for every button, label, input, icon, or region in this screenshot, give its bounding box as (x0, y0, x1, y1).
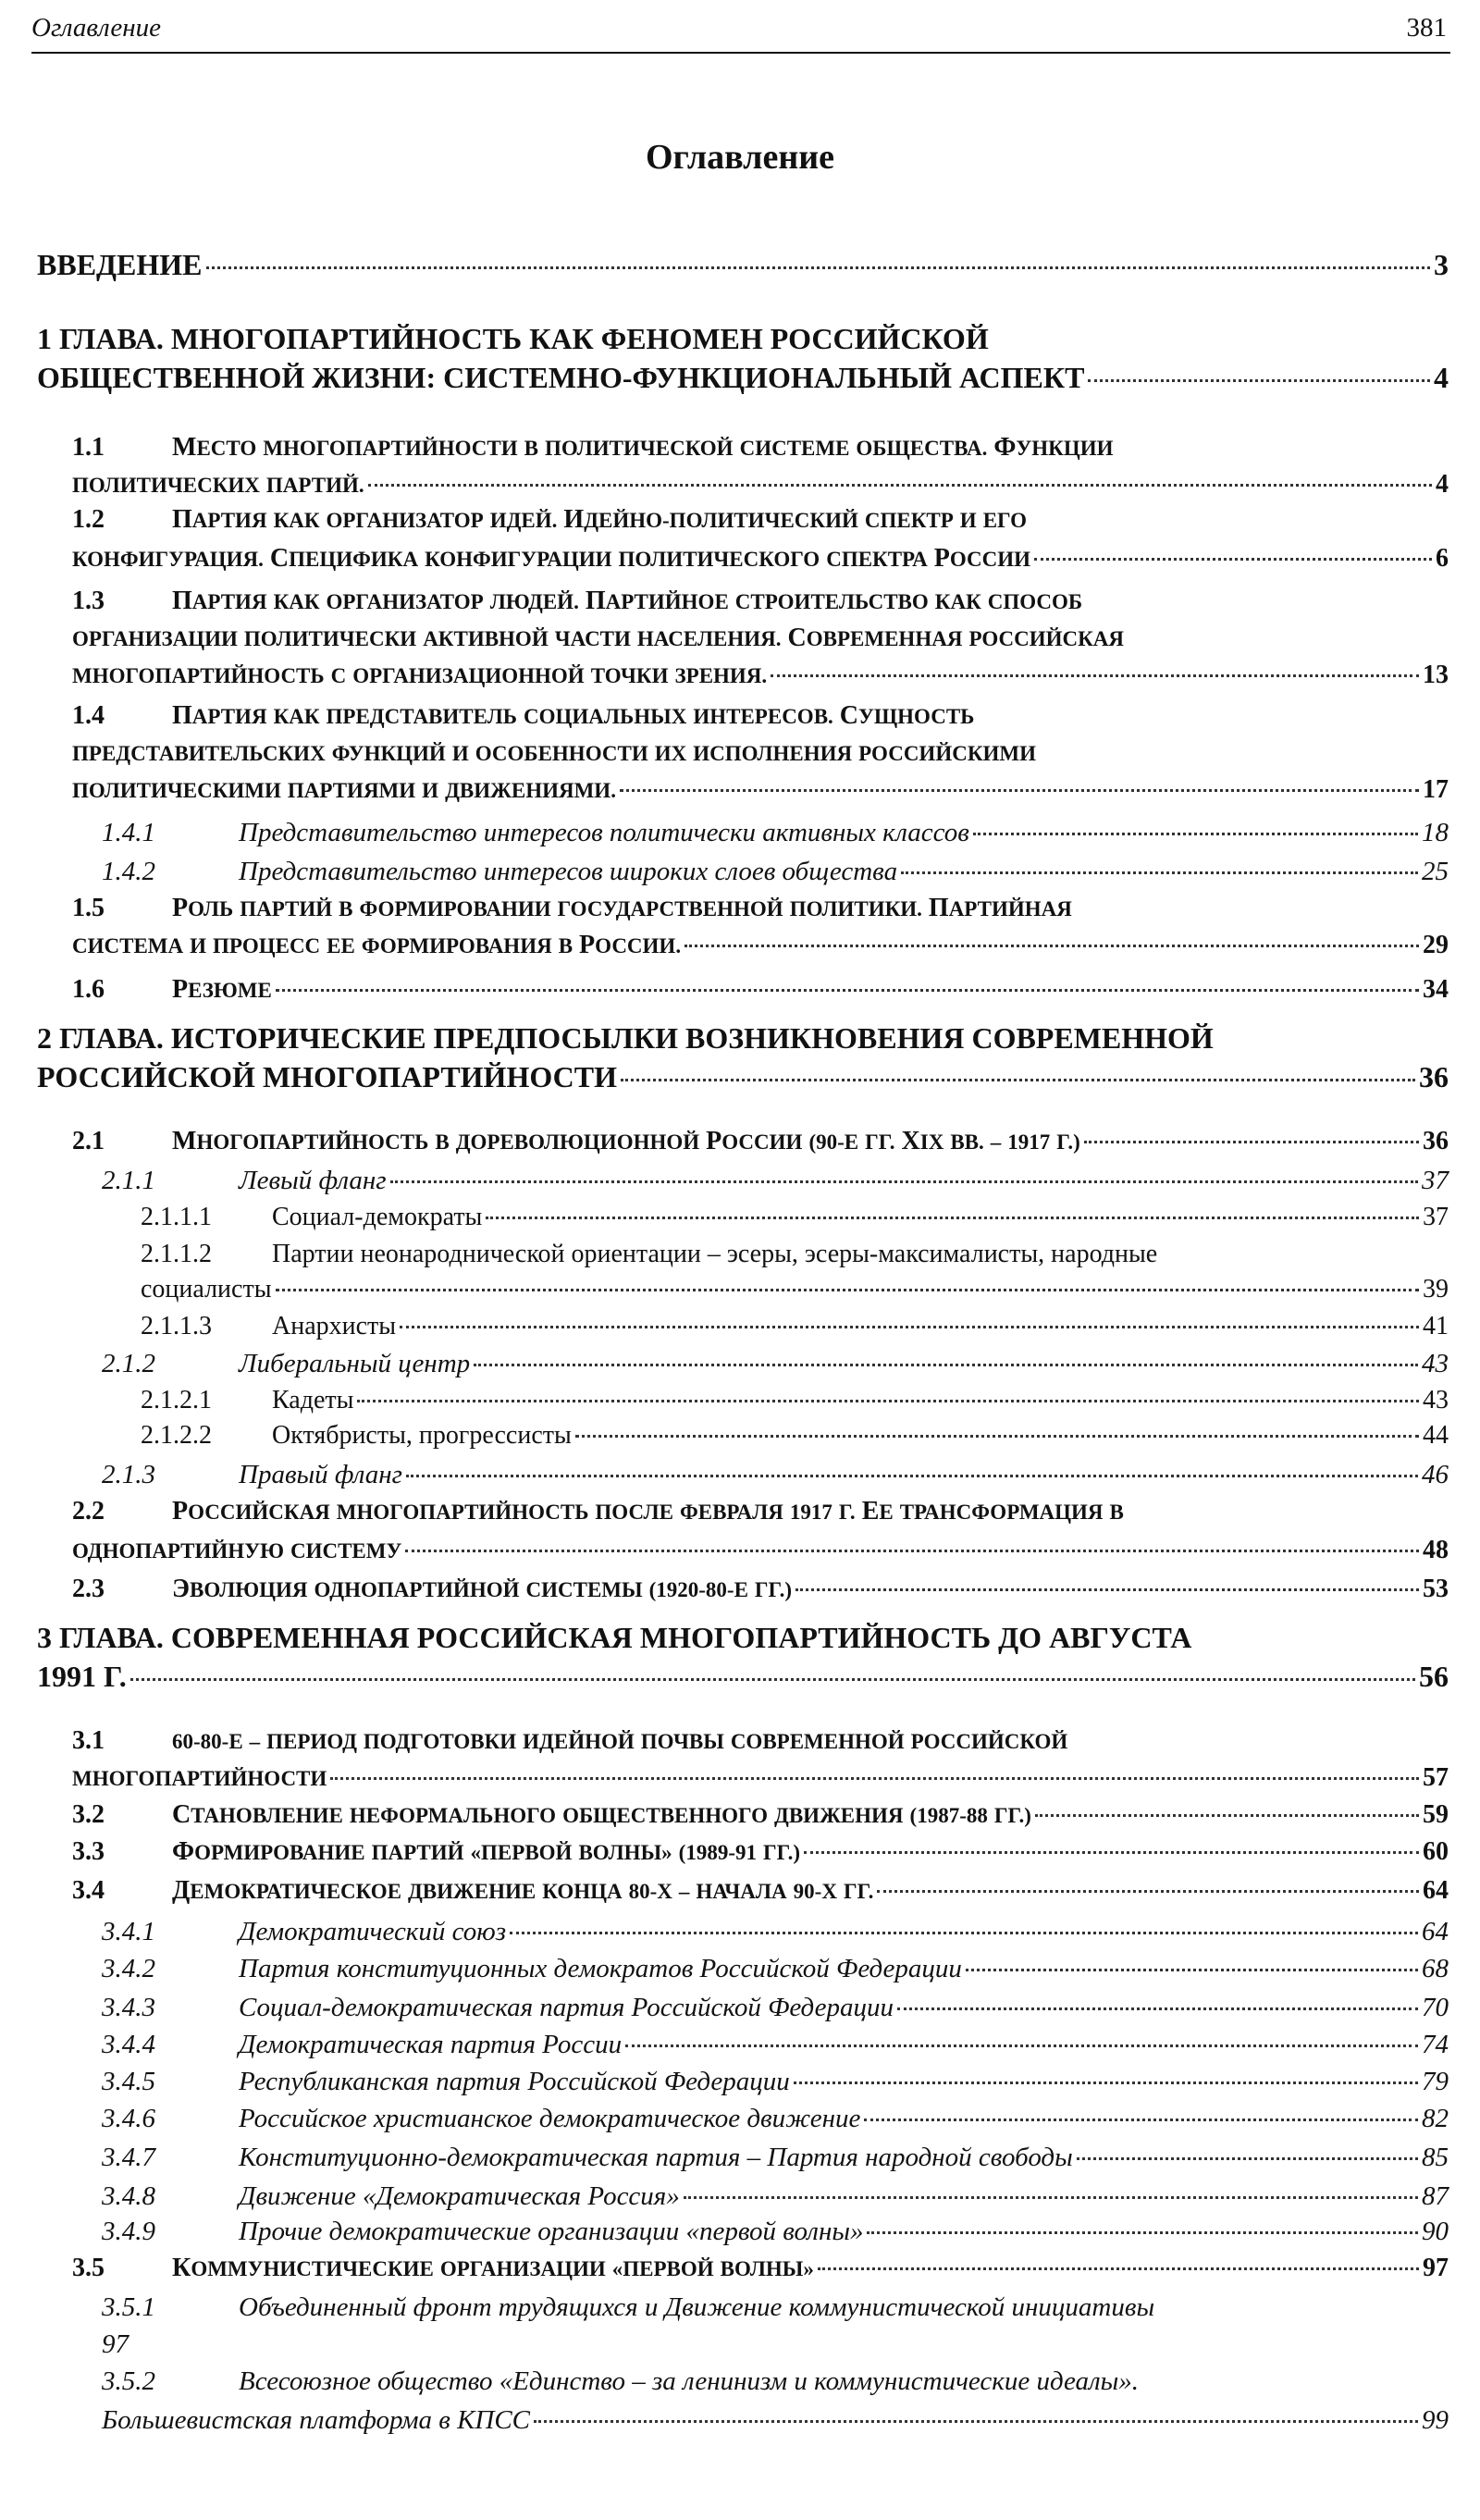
toc-entry-title-line: РОЛЬ ПАРТИЙ В ФОРМИРОВАНИИ ГОСУДАРСТВЕННОЙ ПОЛИТИКИ. ПАРТИЙНАЯ (172, 894, 1072, 922)
running-head-page-number: 381 (1406, 13, 1447, 43)
toc-entry-title-line: Либеральный центр (239, 1349, 471, 1378)
toc-entry-title-line: Республиканская партия Российской Федерации (239, 2067, 790, 2096)
toc-entry-title-line: КОНФИГУРАЦИЯ. СПЕЦИФИКА КОНФИГУРАЦИИ ПОЛИТИЧЕСКОГО СПЕКТРА РОССИИ (72, 544, 1031, 573)
toc-entry-title-line: Анархисты (272, 1312, 397, 1340)
toc-entry-page-number: 43 (1423, 1386, 1449, 1414)
toc-entry-number: 1.1 (72, 433, 105, 462)
toc-entry-number: 1.6 (72, 975, 105, 1004)
toc-entry-title-line: ПАРТИЯ КАК ПРЕДСТАВИТЕЛЬ СОЦИАЛЬНЫХ ИНТЕРЕСОВ. СУЩНОСТЬ (172, 701, 975, 730)
toc-entry-title-line: ОДНОПАРТИЙНУЮ СИСТЕМУ (72, 1539, 402, 1563)
toc-entry-page-number: 6 (1436, 544, 1449, 573)
toc-entry-title-line: 3 ГЛАВА. СОВРЕМЕННАЯ РОССИЙСКАЯ МНОГОПАРТИЙНОСТЬ ДО АВГУСТА (37, 1621, 1192, 1654)
toc-entry-title-line: ВВЕДЕНИЕ (37, 248, 203, 281)
toc-entry-page-number: 17 (1423, 775, 1449, 804)
toc-entry-title-line: ФОРМИРОВАНИЕ ПАРТИЙ «ПЕРВОЙ ВОЛНЫ» (1989-91 ГГ.) (172, 1837, 801, 1866)
dot-leader (1034, 558, 1432, 561)
toc-entry-title-line: Левый фланг (239, 1166, 387, 1195)
toc-entry-title-line: Всесоюзное общество «Единство – за ленинизм и коммунистические идеалы». (239, 2366, 1140, 2396)
dot-leader (486, 1217, 1419, 1219)
dot-leader (474, 1364, 1418, 1366)
toc-entry-title-line: МЕСТО МНОГОПАРТИЙНОСТИ В ПОЛИТИЧЕСКОЙ СИСТЕМЕ ОБЩЕСТВА. ФУНКЦИИ (172, 433, 1114, 462)
dot-leader (877, 1890, 1419, 1893)
toc-entry-page-number: 18 (1422, 818, 1449, 847)
toc-entry-number: 3.4 (72, 1876, 105, 1905)
toc-entry-number: 1.2 (72, 505, 105, 534)
toc-entry-page-number: 90 (1422, 2217, 1449, 2246)
toc-entry-page-number: 39 (1423, 1275, 1449, 1303)
toc-entry-title-line: Движение «Демократическая Россия» (239, 2181, 680, 2211)
toc-entry-number: 3.5.2 (102, 2366, 155, 2396)
toc-entry-number: 2.1.1.3 (141, 1312, 212, 1340)
toc-entry-number: 3.4.2 (102, 1954, 155, 1983)
dot-leader (406, 1475, 1418, 1477)
dot-leader (818, 2267, 1419, 2270)
toc-entry-number: 3.3 (72, 1837, 105, 1866)
toc-entry-title-line: РОССИЙСКОЙ МНОГОПАРТИЙНОСТИ (37, 1060, 617, 1093)
toc-entry-title-line: Демократическая партия России (239, 2030, 623, 2059)
dot-leader (625, 2044, 1418, 2047)
toc-entry-page-number: 82 (1422, 2104, 1449, 2133)
toc-entry-title-line: 97 (102, 2329, 129, 2359)
dot-leader (684, 2196, 1418, 2199)
toc-entry-title-line: ПОЛИТИЧЕСКИХ ПАРТИЙ. (72, 474, 364, 497)
toc-entry-title-line: Октябристы, прогрессисты (272, 1421, 572, 1450)
toc-entry-number: 2.1.2 (102, 1349, 155, 1378)
toc-entry-number: 1.4.2 (102, 857, 155, 886)
toc-entry-page-number: 99 (1422, 2405, 1449, 2435)
toc-entry-number: 1.3 (72, 587, 105, 615)
dot-leader (771, 674, 1419, 677)
dot-leader (794, 2081, 1418, 2084)
toc-entry-number: 1.4 (72, 701, 105, 730)
toc-entry-page-number: 68 (1422, 1954, 1449, 1983)
toc-entry-page-number: 34 (1423, 975, 1449, 1004)
toc-entry-number: 2.3 (72, 1575, 105, 1603)
toc-entry-title-line: ПАРТИЯ КАК ОРГАНИЗАТОР ЛЮДЕЙ. ПАРТИЙНОЕ СТРОИТЕЛЬСТВО КАК СПОСОБ (172, 587, 1083, 615)
toc-entry-title-line: Большевистская платформа в КПСС (102, 2405, 531, 2435)
toc-entry-page-number: 74 (1422, 2030, 1449, 2059)
toc-entry-page-number: 25 (1422, 857, 1449, 886)
toc-entry-title-line: ДЕМОКРАТИЧЕСКОЕ ДВИЖЕНИЕ КОНЦА 80-Х – НАЧАЛА 90-Х ГГ. (172, 1876, 874, 1905)
dot-leader (621, 1079, 1415, 1081)
toc-entry-number: 1.4.1 (102, 818, 155, 847)
toc-entry-title-line: Социал-демократы (272, 1203, 483, 1231)
toc-entry-title-line: социалисты (141, 1275, 272, 1303)
toc-entry-number: 3.5.1 (102, 2292, 155, 2322)
dot-leader (901, 871, 1418, 874)
toc-entry-title-line: ПРЕДСТАВИТЕЛЬСКИХ ФУНКЦИЙ И ОСОБЕННОСТИ ИХ ИСПОЛНЕНИЯ РОССИЙСКИМИ (72, 742, 1036, 765)
toc-entry-title-line: 60-80-Е – ПЕРИОД ПОДГОТОВКИ ИДЕЙНОЙ ПОЧВЫ СОВРЕМЕННОЙ РОССИЙСКОЙ (172, 1730, 1068, 1753)
toc-entry-title-line: Российское христианское демократическое движение (239, 2104, 861, 2133)
toc-entry-number: 2.1.1.1 (141, 1203, 212, 1231)
toc-entry-number: 3.1 (72, 1726, 105, 1755)
toc-entry-number: 2.1.2.2 (141, 1421, 212, 1450)
toc-entry-number: 3.4.1 (102, 1917, 155, 1946)
toc-entry-page-number: 59 (1423, 1800, 1449, 1829)
toc-entry-page-number: 4 (1436, 470, 1449, 499)
toc-entry-number: 3.2 (72, 1800, 105, 1829)
toc-entry-page-number: 4 (1434, 361, 1449, 394)
toc-entry-page-number: 37 (1422, 1166, 1449, 1195)
dot-leader (620, 789, 1419, 792)
toc-entry-title-line: МНОГОПАРТИЙНОСТЬ С ОРГАНИЗАЦИОННОЙ ТОЧКИ ЗРЕНИЯ. (72, 664, 768, 687)
toc-entry-page-number: 60 (1423, 1837, 1449, 1866)
dot-leader (330, 1777, 1419, 1780)
toc-entry-title-line: РОССИЙСКАЯ МНОГОПАРТИЙНОСТЬ ПОСЛЕ ФЕВРАЛЯ 1917 Г. ЕЕ ТРАНСФОРМАЦИЯ В (172, 1497, 1124, 1526)
toc-entry-number: 3.4.9 (102, 2217, 155, 2246)
toc-entry-title-line: Объединенный фронт трудящихся и Движение коммунистической инициативы (239, 2292, 1155, 2322)
toc-entry-title-line: ОБЩЕСТВЕННОЙ ЖИЗНИ: СИСТЕМНО-ФУНКЦИОНАЛЬНЫЙ АСПЕКТ (37, 361, 1085, 394)
toc-entry-title-line: Конституционно-демократическая партия – Партия народной свободы (239, 2143, 1073, 2172)
toc-entry-page-number: 44 (1423, 1421, 1449, 1450)
toc-entry-title-line: СТАНОВЛЕНИЕ НЕФОРМАЛЬНОГО ОБЩЕСТВЕННОГО ДВИЖЕНИЯ (1987-88 ГГ.) (172, 1800, 1031, 1829)
dot-leader (130, 1678, 1415, 1681)
dot-leader (405, 1550, 1419, 1552)
toc-entry-page-number: 13 (1423, 661, 1449, 689)
dot-leader (796, 1588, 1419, 1591)
toc-entry-number: 3.5 (72, 2254, 105, 2282)
toc-entry-page-number: 53 (1423, 1575, 1449, 1603)
toc-entry-title-line: ОРГАНИЗАЦИИ ПОЛИТИЧЕСКИ АКТИВНОЙ ЧАСТИ НАСЕЛЕНИЯ. СОВРЕМЕННАЯ РОССИЙСКАЯ (72, 624, 1125, 652)
toc-entry-number: 1.5 (72, 894, 105, 922)
dot-leader (864, 2119, 1418, 2121)
dot-leader (867, 2231, 1418, 2234)
toc-entry-title-line: 1 ГЛАВА. МНОГОПАРТИЙНОСТЬ КАК ФЕНОМЕН РОССИЙСКОЙ (37, 322, 989, 355)
toc-entry-number: 3.4.8 (102, 2181, 155, 2211)
toc-entry-page-number: 64 (1423, 1876, 1449, 1905)
toc-entry-page-number: 57 (1423, 1763, 1449, 1792)
toc-entry-title-line: МНОГОПАРТИЙНОСТЬ В ДОРЕВОЛЮЦИОННОЙ РОССИИ (90-Е ГГ. XIX ВВ. – 1917 Г.) (172, 1127, 1080, 1155)
toc-entry-title-line: Партии неонароднической ориентации – эсеры, эсеры-максималисты, народные (272, 1240, 1158, 1268)
toc-entry-title-line: МНОГОПАРТИЙНОСТИ (72, 1767, 327, 1790)
dot-leader (1088, 379, 1430, 382)
toc-entry-page-number: 36 (1419, 1060, 1449, 1093)
dot-leader (357, 1400, 1419, 1402)
running-head (31, 11, 1450, 54)
toc-entry-page-number: 87 (1422, 2181, 1449, 2211)
toc-entry-title-line: Представительство интересов политически активных классов (239, 818, 969, 847)
toc-entry-page-number: 56 (1419, 1660, 1449, 1693)
toc-entry-page-number: 85 (1422, 2143, 1449, 2172)
toc-entry-title-line: РЕЗЮМЕ (172, 975, 272, 1004)
toc-entry-page-number: 36 (1423, 1127, 1449, 1155)
toc-entry-page-number: 64 (1422, 1917, 1449, 1946)
dot-leader (966, 1969, 1418, 1971)
toc-entry-number: 3.4.4 (102, 2030, 155, 2059)
toc-entry-number: 2.1.1.2 (141, 1240, 212, 1268)
toc-entry-title-line: 1991 Г. (37, 1660, 127, 1693)
toc-entry-page-number: 43 (1422, 1349, 1449, 1378)
toc-entry-title-line: Социал-демократическая партия Российской Федерации (239, 1993, 894, 2022)
dot-leader (400, 1326, 1419, 1328)
toc-entry-title-line: КОММУНИСТИЧЕСКИЕ ОРГАНИЗАЦИИ «ПЕРВОЙ ВОЛНЫ» (172, 2254, 814, 2282)
dot-leader (368, 484, 1432, 487)
dot-leader (276, 989, 1419, 992)
dot-leader (276, 1289, 1419, 1291)
toc-entry-page-number: 79 (1422, 2067, 1449, 2096)
dot-leader (575, 1435, 1419, 1438)
toc-entry-page-number: 70 (1422, 1993, 1449, 2022)
toc-entry-title-line: Прочие демократические организации «первой волны» (239, 2217, 864, 2246)
dot-leader (684, 945, 1419, 947)
toc-entry-page-number: 41 (1423, 1312, 1449, 1340)
toc-entry-page-number: 46 (1422, 1460, 1449, 1489)
toc-entry-page-number: 29 (1423, 931, 1449, 959)
dot-leader (1035, 1814, 1419, 1817)
page-title: Оглавление (645, 138, 835, 177)
toc-entry-number: 3.4.7 (102, 2143, 155, 2172)
toc-entry-title-line: Демократический союз (239, 1917, 507, 1946)
toc-entry-number: 2.1.1 (102, 1166, 155, 1195)
toc-entry-title-line: ПАРТИЯ КАК ОРГАНИЗАТОР ИДЕЙ. ИДЕЙНО-ПОЛИТИЧЕСКИЙ СПЕКТР И ЕГО (172, 505, 1027, 534)
dot-leader (804, 1851, 1419, 1854)
toc-entry-page-number: 97 (1423, 2254, 1449, 2282)
dot-leader (206, 266, 1430, 269)
toc-entry-title-line: СИСТЕМА И ПРОЦЕСС ЕЕ ФОРМИРОВАНИЯ В РОССИИ. (72, 931, 682, 959)
toc-entry-title-line: ЭВОЛЮЦИЯ ОДНОПАРТИЙНОЙ СИСТЕМЫ (1920-80-Е ГГ.) (172, 1575, 793, 1603)
dot-leader (534, 2420, 1418, 2423)
dot-leader (1084, 1141, 1419, 1143)
toc-entry-title-line: ПОЛИТИЧЕСКИМИ ПАРТИЯМИ И ДВИЖЕНИЯМИ. (72, 779, 616, 802)
running-head-title: Оглавление (31, 13, 161, 43)
dot-leader (897, 2007, 1418, 2010)
toc-entry-page-number: 3 (1434, 248, 1449, 281)
toc-entry-number: 2.1.3 (102, 1460, 155, 1489)
toc-entry-number: 2.2 (72, 1497, 105, 1526)
toc-entry-title-line: 2 ГЛАВА. ИСТОРИЧЕСКИЕ ПРЕДПОСЫЛКИ ВОЗНИКНОВЕНИЯ СОВРЕМЕННОЙ (37, 1021, 1214, 1055)
toc-entry-number: 2.1.2.1 (141, 1386, 212, 1414)
dot-leader (390, 1180, 1418, 1183)
toc-entry-title-line: Правый фланг (239, 1460, 402, 1489)
toc-entry-title-line: Партия конституционных демократов Российской Федерации (239, 1954, 962, 1983)
toc-entry-number: 3.4.3 (102, 1993, 155, 2022)
dot-leader (510, 1932, 1418, 1934)
toc-entry-number: 3.4.5 (102, 2067, 155, 2096)
toc-entry-title-line: Кадеты (272, 1386, 354, 1414)
toc-entry-page-number: 37 (1423, 1203, 1449, 1231)
toc-entry-number: 3.4.6 (102, 2104, 155, 2133)
toc-entry-number: 2.1 (72, 1127, 105, 1155)
dot-leader (973, 833, 1418, 835)
toc-entry-page-number: 48 (1423, 1536, 1449, 1564)
dot-leader (1077, 2157, 1418, 2160)
toc-entry-title-line: Представительство интересов широких слоев общества (239, 857, 898, 886)
